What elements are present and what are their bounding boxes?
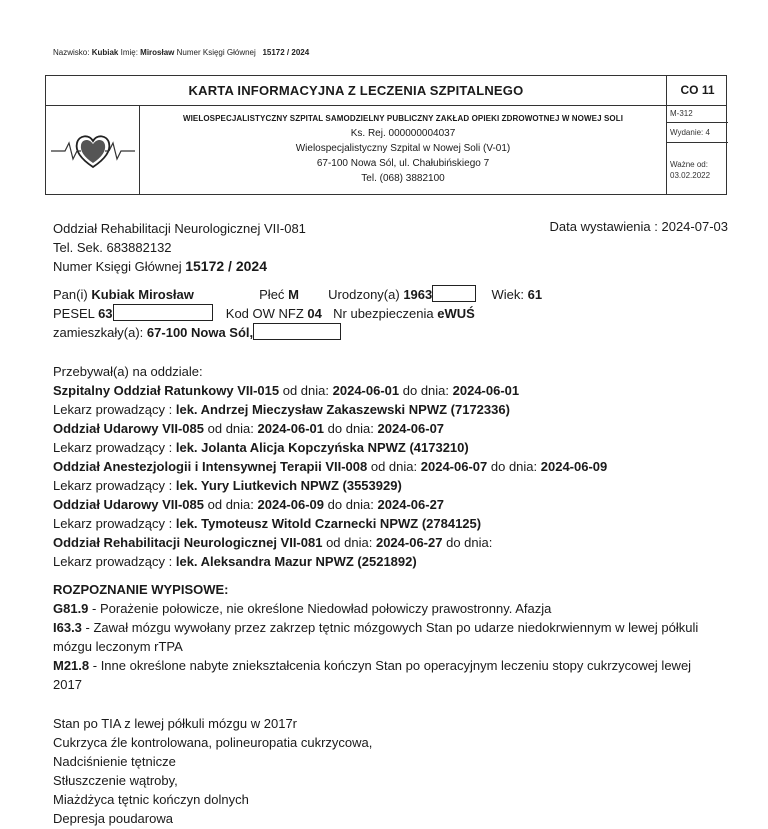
stay-ward-row: Oddział Rehabilitacji Neurologicznej VII-081 od dnia: 2024-06-27 do dnia:	[53, 535, 493, 550]
diagnosis-item: M21.8 - Inne określone nabyte zniekształcenia kończyn Stan po operacyjnym leczeniu stopy cukrzycowej lewej 2017	[53, 658, 692, 692]
patient-line-3: zamieszkały(a): 67-100 Nowa Sól,	[53, 323, 733, 342]
patient-residence: 67-100 Nowa Sól,	[146, 325, 254, 340]
history-item: Miażdżyca tętnic kończyn dolnych	[53, 792, 249, 807]
header-box	[45, 75, 727, 195]
form-edition: Wydanie: 4	[667, 123, 728, 143]
hospital-info	[140, 105, 666, 194]
register-line	[53, 257, 733, 276]
hospital-name: WIELOSPECJALISTYCZNY SZPITAL SAMODZIELNY PUBLICZNY ZAKŁAD OPIEKI ZDROWOTNEJ W NOWEJ SOLI	[182, 114, 624, 123]
patient-nfz-code: 04	[307, 306, 322, 321]
surname: Kubiak	[91, 48, 119, 57]
stay-ward-row: Szpitalny Oddział Ratunkowy VII-015 od dnia: 2024-06-01 do dnia: 2024-06-01	[53, 383, 520, 398]
stay-doctor-row: Lekarz prowadzący : lek. Aleksandra Mazur NPWZ (2521892)	[53, 554, 417, 569]
history-item: Stłuszczenie wątroby,	[53, 773, 178, 788]
document-title: KARTA INFORMACYJNA Z LECZENIA SZPITALNEGO	[188, 83, 524, 98]
register-line-label: Numer Księgi Głównej	[53, 259, 182, 274]
stay-doctor-row: Lekarz prowadzący : lek. Andrzej Mieczysław Zakaszewski NPWZ (7172336)	[53, 402, 510, 417]
stay-doctor-row: Lekarz prowadzący : lek. Tymoteusz Witold Czarnecki NPWZ (2784125)	[53, 516, 482, 531]
document-body	[53, 219, 733, 828]
department-name: Oddział Rehabilitacji Neurologicznej VII-081	[53, 221, 306, 236]
stay-ward-row: Oddział Udarowy VII-085 od dnia: 2024-06-09 do dnia: 2024-06-27	[53, 497, 445, 512]
register-label: Numer Księgi Głównej	[176, 48, 256, 57]
history-item: Stan po TIA z lewej półkuli mózgu w 2017r	[53, 716, 298, 731]
form-code: CO 11	[666, 76, 728, 105]
patient-insurance: eWUŚ	[437, 306, 475, 321]
patient-birth-year: 1963	[403, 287, 433, 302]
patient-name: Kubiak Mirosław	[91, 287, 194, 302]
register-no: 15172 / 2024	[262, 48, 310, 57]
firstname: Mirosław	[140, 48, 175, 57]
stay-intro: Przebywał(a) na oddziale:	[53, 364, 203, 379]
issue-date: Data wystawienia : 2024-07-03	[549, 219, 728, 234]
logo-cell	[46, 105, 140, 194]
department-tel: Tel. Sek. 683882132	[53, 240, 172, 255]
history-item: Cukrzyca źle kontrolowana, polineuropatia cukrzycowa,	[53, 735, 373, 750]
hospital-unit: Wielospecjalistyczny Szpital w Nowej Soli (V-01)	[295, 143, 511, 154]
stay-doctor-row: Lekarz prowadzący : lek. Yury Liutkevich NPWZ (3553929)	[53, 478, 402, 493]
patient-line-2: PESEL 63 Kod OW NFZ 04 Nr ubezpieczenia eWUŚ	[53, 306, 475, 321]
firstname-label: Imię:	[120, 48, 138, 57]
hospital-phone: Tel. (068) 3882100	[361, 173, 445, 184]
valid-date: 03.02.2022	[670, 171, 711, 180]
history-item: Nadciśnienie tętnicze	[53, 754, 176, 769]
redaction-box	[113, 304, 213, 321]
surname-label: Nazwisko:	[53, 48, 90, 57]
redaction-box	[432, 285, 476, 302]
top-note	[53, 48, 309, 57]
form-number: M-312	[667, 105, 728, 123]
diagnosis-item: I63.3 - Zawał mózgu wywołany przez zakrzep tętnic mózgowych Stan po udarze niedokrwiennym w lewej półkuli mózgu leczonym rTPA	[53, 620, 699, 654]
stay-ward-row: Oddział Anestezjologii i Intensywnej Terapii VII-008 od dnia: 2024-06-07 do dnia: 2024-06-09	[53, 459, 608, 474]
redaction-box	[253, 323, 341, 340]
valid-label: Ważne od:	[670, 160, 708, 169]
ks-rej: Ks. Rej. 000000004037	[350, 128, 456, 139]
header-title-row	[46, 76, 726, 106]
form-validity	[667, 143, 728, 194]
patient-age: 61	[527, 287, 543, 302]
patient-pesel: 63	[98, 306, 113, 321]
stay-ward-row: Oddział Udarowy VII-085 od dnia: 2024-06-01 do dnia: 2024-06-07	[53, 421, 445, 436]
diagnosis-item: G81.9 - Porażenie połowicze, nie określone Niedowład połowiczy prawostronny. Afazja	[53, 601, 552, 616]
diagnosis-heading: ROZPOZNANIE WYPISOWE:	[53, 582, 229, 597]
form-meta	[666, 105, 728, 194]
stay-doctor-row: Lekarz prowadzący : lek. Jolanta Alicja Kopczyńska NPWZ (4173210)	[53, 440, 469, 455]
register-line-number: 15172 / 2024	[185, 258, 267, 274]
heart-ecg-logo-icon	[51, 121, 135, 177]
patient-sex: M	[288, 287, 299, 302]
hospital-address: 67-100 Nowa Sól, ul. Chałubińskiego 7	[316, 158, 490, 169]
patient-line-1: Pan(i) Kubiak Mirosław Płeć M Urodzony(a) 1963 Wiek: 61	[53, 287, 543, 302]
history-item: Depresja poudarowa	[53, 811, 173, 826]
